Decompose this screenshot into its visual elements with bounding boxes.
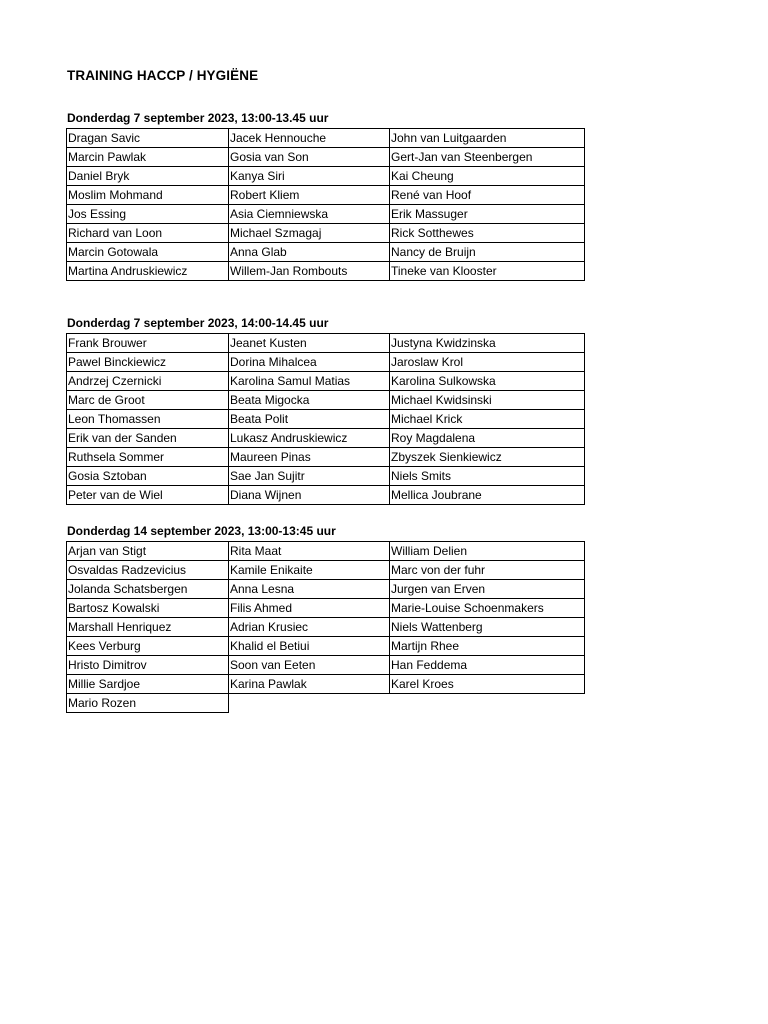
attendee-name-cell: Nancy de Bruijn [390,243,585,262]
attendee-name-cell: Jeanet Kusten [229,334,390,353]
attendee-name-cell: Asia Ciemniewska [229,205,390,224]
attendee-name-cell: Beata Migocka [229,391,390,410]
attendee-name-cell: Pawel Binckiewicz [67,353,229,372]
attendee-name-cell: Marc von der fuhr [390,561,585,580]
attendee-name-cell: Kanya Siri [229,167,390,186]
attendee-name-cell: Robert Kliem [229,186,390,205]
attendee-name-cell: Justyna Kwidzinska [390,334,585,353]
attendee-name-cell: Michael Kwidsinski [390,391,585,410]
attendee-name-cell: Soon van Eeten [229,656,390,675]
attendee-name-cell: Han Feddema [390,656,585,675]
table-row [67,243,585,262]
table-row [67,618,585,637]
attendee-table-body [67,129,585,281]
session-block [66,315,585,505]
attendee-name-cell: Martijn Rhee [390,637,585,656]
attendee-name-cell: Karolina Sulkowska [390,372,585,391]
attendee-name-cell: Anna Glab [229,243,390,262]
table-row [67,129,585,148]
attendee-table-body [67,334,585,505]
document-title: TRAINING HACCP / HYGIËNE [67,68,259,83]
attendee-name-cell: William Delien [390,542,585,561]
attendee-name-cell: Rita Maat [229,542,390,561]
attendee-name-cell: Karel Kroes [390,675,585,694]
attendee-name-cell: René van Hoof [390,186,585,205]
empty-cell [229,694,390,713]
attendee-name-cell: Peter van de Wiel [67,486,229,505]
attendee-name-cell: Andrzej Czernicki [67,372,229,391]
table-row [67,224,585,243]
table-row [67,599,585,618]
table-row [67,353,585,372]
table-row [67,580,585,599]
attendee-name-cell: Beata Polit [229,410,390,429]
attendee-name-cell: John van Luitgaarden [390,129,585,148]
attendee-name-cell: Marcin Pawlak [67,148,229,167]
table-row [67,410,585,429]
attendee-name-cell: Michael Szmagaj [229,224,390,243]
attendee-name-cell: Marc de Groot [67,391,229,410]
attendee-name-cell: Sae Jan Sujitr [229,467,390,486]
attendee-table-body [67,542,585,713]
session-heading: Donderdag 7 september 2023, 13:00-13.45 uur [67,111,329,125]
attendee-name-cell: Arjan van Stigt [67,542,229,561]
attendee-name-cell: Kamile Enikaite [229,561,390,580]
attendee-name-cell: Daniel Bryk [67,167,229,186]
empty-cell [390,694,585,713]
attendee-name-cell: Mellica Joubrane [390,486,585,505]
attendee-name-cell: Kees Verburg [67,637,229,656]
attendee-name-cell: Adrian Krusiec [229,618,390,637]
attendee-name-cell: Gosia Sztoban [67,467,229,486]
attendee-table [66,541,585,713]
attendee-name-cell: Karina Pawlak [229,675,390,694]
table-row [67,391,585,410]
attendee-name-cell: Niels Smits [390,467,585,486]
table-row [67,542,585,561]
attendee-name-cell: Roy Magdalena [390,429,585,448]
attendee-name-cell: Osvaldas Radzevicius [67,561,229,580]
attendee-name-cell: Martina Andruskiewicz [67,262,229,281]
table-row [67,486,585,505]
attendee-name-cell: Niels Wattenberg [390,618,585,637]
attendee-name-cell: Michael Krick [390,410,585,429]
attendee-name-cell: Filis Ahmed [229,599,390,618]
attendee-name-cell: Tineke van Klooster [390,262,585,281]
session-heading: Donderdag 14 september 2023, 13:00-13:45 uur [67,524,336,538]
table-row [67,675,585,694]
attendee-name-cell: Kai Cheung [390,167,585,186]
attendee-name-cell: Diana Wijnen [229,486,390,505]
attendee-name-cell: Jolanda Schatsbergen [67,580,229,599]
table-row [67,656,585,675]
table-row [67,429,585,448]
table-row [67,186,585,205]
attendee-name-cell: Leon Thomassen [67,410,229,429]
table-row [67,262,585,281]
attendee-name-cell: Jacek Hennouche [229,129,390,148]
session-heading: Donderdag 7 september 2023, 14:00-14.45 uur [67,316,329,330]
attendee-name-cell: Gert-Jan van Steenbergen [390,148,585,167]
attendee-name-cell: Khalid el Betiui [229,637,390,656]
attendee-table [66,128,585,281]
attendee-name-cell: Hristo Dimitrov [67,656,229,675]
attendee-name-cell: Karolina Samul Matias [229,372,390,391]
table-row [67,334,585,353]
table-row [67,448,585,467]
table-row [67,167,585,186]
attendee-table [66,333,585,505]
attendee-name-cell: Erik van der Sanden [67,429,229,448]
session-block [66,110,585,281]
attendee-name-cell: Marie-Louise Schoenmakers [390,599,585,618]
attendee-name-cell: Dragan Savic [67,129,229,148]
attendee-name-cell: Millie Sardjoe [67,675,229,694]
attendee-name-cell: Willem-Jan Rombouts [229,262,390,281]
attendee-name-cell: Frank Brouwer [67,334,229,353]
attendee-name-cell: Maureen Pinas [229,448,390,467]
attendee-name-cell: Marshall Henriquez [67,618,229,637]
attendee-name-cell: Rick Sotthewes [390,224,585,243]
table-row [67,372,585,391]
table-row [67,467,585,486]
attendee-name-cell: Marcin Gotowala [67,243,229,262]
table-row [67,205,585,224]
attendee-name-cell: Jaroslaw Krol [390,353,585,372]
table-row [67,148,585,167]
attendee-name-cell: Ruthsela Sommer [67,448,229,467]
attendee-name-cell: Jurgen van Erven [390,580,585,599]
attendee-name-cell: Mario Rozen [67,694,229,713]
attendee-name-cell: Richard van Loon [67,224,229,243]
attendee-name-cell: Moslim Mohmand [67,186,229,205]
attendee-name-cell: Dorina Mihalcea [229,353,390,372]
attendee-name-cell: Gosia van Son [229,148,390,167]
attendee-name-cell: Erik Massuger [390,205,585,224]
attendee-name-cell: Bartosz Kowalski [67,599,229,618]
attendee-name-cell: Lukasz Andruskiewicz [229,429,390,448]
table-row [67,561,585,580]
session-block [66,523,585,713]
table-row [67,694,585,713]
table-row [67,637,585,656]
attendee-name-cell: Jos Essing [67,205,229,224]
attendee-name-cell: Anna Lesna [229,580,390,599]
attendee-name-cell: Zbyszek Sienkiewicz [390,448,585,467]
